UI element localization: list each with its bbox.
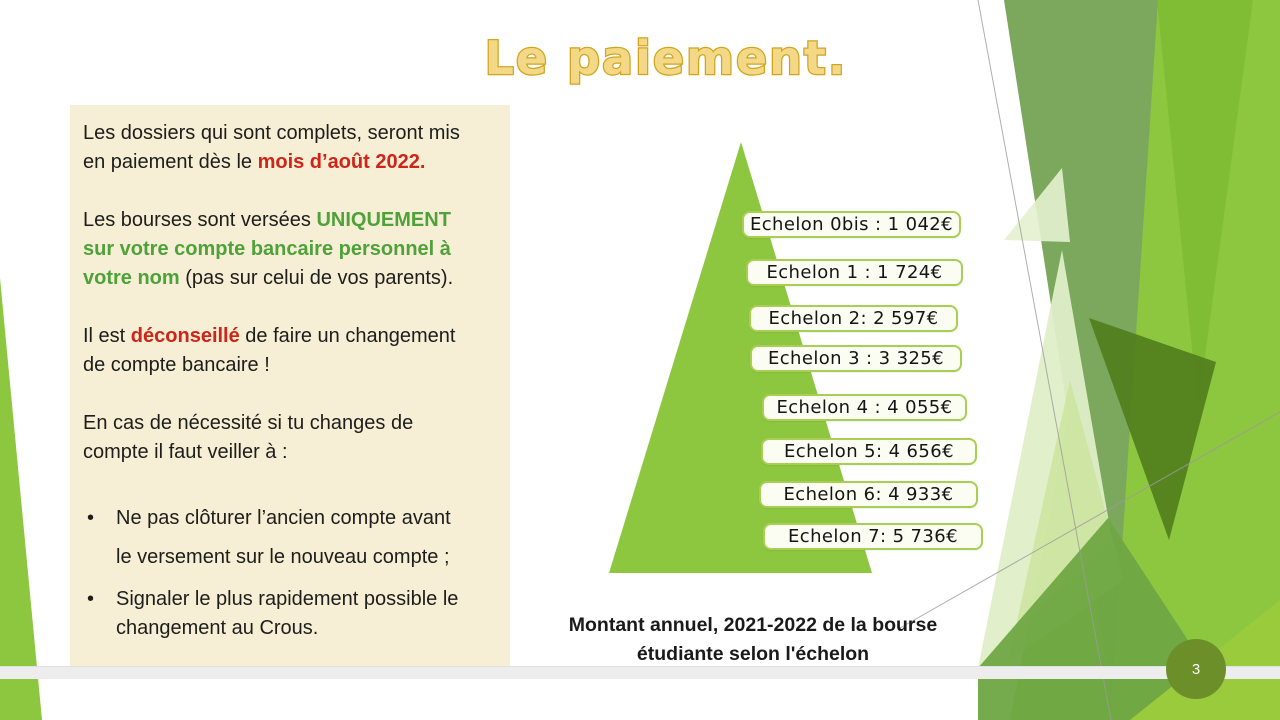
paragraph-1	[83, 119, 478, 177]
caption-line2: étudiante selon l'échelon	[636, 643, 870, 665]
text-run: Les bourses sont versées	[83, 209, 317, 231]
bullet-line: Ne pas clôturer l’ancien compte avant	[116, 507, 451, 529]
echelon-label-6: Echelon 6: 4 933€	[759, 481, 978, 508]
paragraph-3	[83, 322, 478, 380]
bullet-glyph: •	[87, 507, 95, 529]
text-run: En cas de nécessité si tu changes de compte il faut veiller à :	[83, 412, 414, 463]
bullet-glyph: •	[87, 588, 95, 610]
echelon-label-5: Echelon 5: 4 656€	[761, 438, 977, 465]
emphasis-green: UNIQUEMENT sur votre compte bancaire personnel à votre nom	[83, 209, 451, 289]
page-number: 3	[1191, 660, 1201, 678]
text-run: (pas sur celui de vos parents).	[179, 267, 454, 289]
bullet-text	[116, 504, 478, 572]
page-title: Le paiement.	[484, 31, 848, 85]
emphasis-red: mois d’août 2022.	[257, 151, 426, 173]
paragraph-4	[83, 409, 478, 467]
footer-band	[0, 666, 1280, 679]
text-run: de faire un changement de compte bancaire !	[83, 325, 456, 376]
title-wrap	[0, 24, 1280, 94]
title-svg	[0, 24, 1280, 94]
info-textbox	[70, 105, 510, 667]
text-run: Les dossiers qui sont complets, seront mis en paiement dès le	[83, 122, 460, 173]
page-number-badge	[1166, 639, 1226, 699]
echelon-label-2: Echelon 2: 2 597€	[749, 305, 958, 332]
bullet-item-2	[83, 585, 478, 643]
left-edge-wedge	[0, 278, 42, 720]
bullet-list	[83, 504, 478, 643]
bullet-text	[116, 585, 478, 643]
bullet-line: le versement sur le nouveau compte ;	[116, 546, 450, 568]
paragraph-2	[83, 206, 478, 293]
echelon-label-4: Echelon 4 : 4 055€	[762, 394, 967, 421]
paragraphs	[83, 119, 478, 467]
echelon-label-1: Echelon 1 : 1 724€	[746, 259, 963, 286]
echelon-label-7: Echelon 7: 5 736€	[763, 523, 983, 550]
pyramid-caption	[528, 611, 978, 669]
echelon-label-3: Echelon 3 : 3 325€	[750, 345, 962, 372]
bullet-item-1	[83, 504, 478, 572]
bullet-line: Signaler le plus rapidement possible le changement au Crous.	[116, 588, 459, 639]
text-run: Il est	[83, 325, 131, 347]
echelon-label-0: Echelon 0bis : 1 042€	[742, 211, 961, 238]
caption-line1: Montant annuel, 2021-2022 de la bourse	[568, 614, 938, 636]
emphasis-red: déconseillé	[130, 325, 240, 347]
